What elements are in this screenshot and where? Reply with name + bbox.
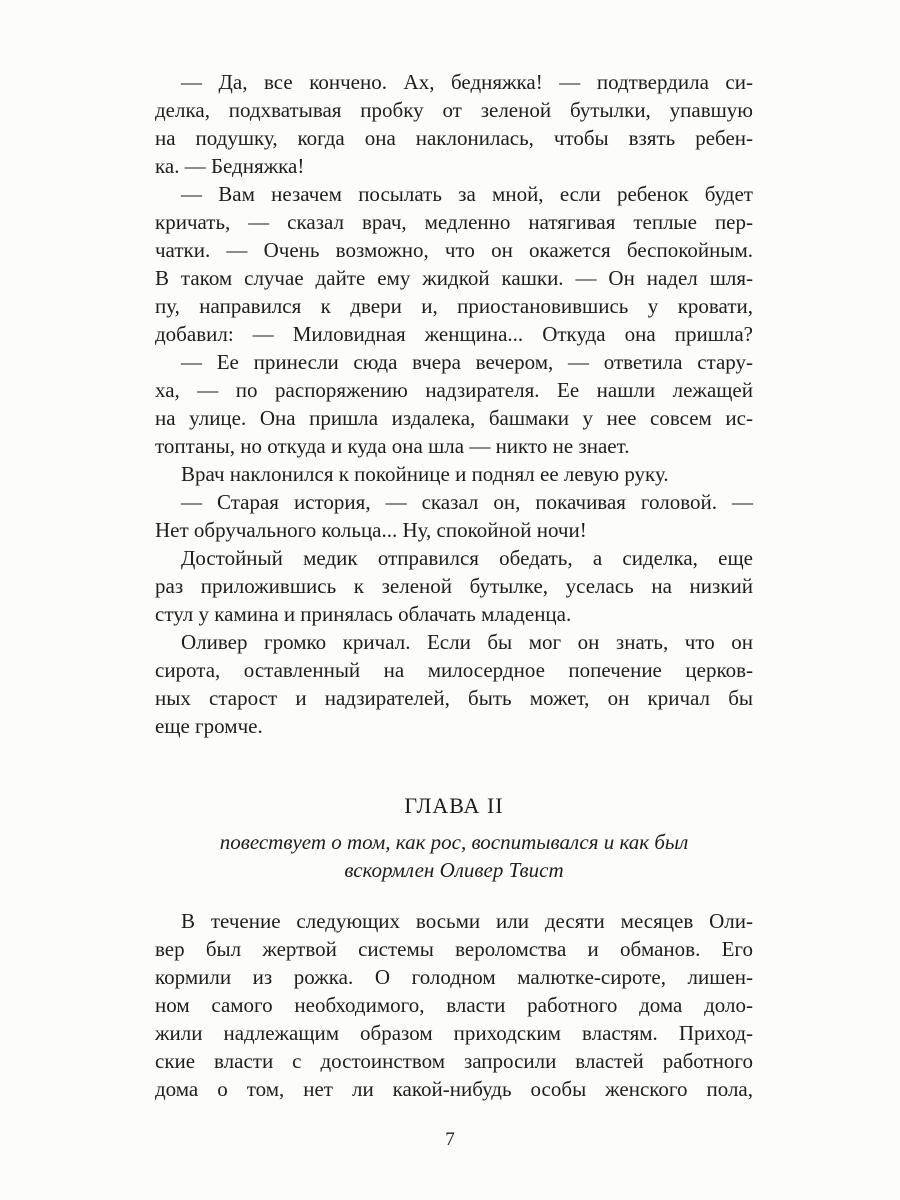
text-line: чатки. — Очень возможно, что он окажется беспокойным. <box>155 238 753 262</box>
text-line: добавил: — Миловидная женщина... Откуда она пришла? <box>155 322 753 346</box>
text-line: топтаны, но откуда и куда она шла — никто не знает. <box>155 434 630 458</box>
text-line: ка. — Бедняжка! <box>155 154 305 178</box>
text-line: Достойный медик отправился обедать, а сиделка, еще <box>181 546 753 570</box>
text-line: на подушку, когда она наклонилась, чтобы взять ребен- <box>155 126 753 150</box>
chapter-heading-block <box>155 792 753 884</box>
text-line: делка, подхватывая пробку от зеленой бутылки, упавшую <box>155 98 753 122</box>
text-line: — Ее принесли сюда вчера вечером, — ответила стару- <box>181 350 753 374</box>
text-line: ных старост и надзирателей, быть может, он кричал бы <box>155 686 753 710</box>
paragraph <box>155 180 753 348</box>
text-line: кормили из рожка. О голодном малютке-сироте, лишен- <box>155 965 753 989</box>
text-line: Врач наклонился к покойнице и поднял ее левую руку. <box>181 462 669 486</box>
page-number: 7 <box>445 1129 455 1150</box>
paragraph <box>155 544 753 628</box>
paragraph <box>155 348 753 460</box>
paragraph <box>155 68 753 180</box>
paragraph <box>155 460 753 488</box>
chapter-subtitle <box>155 828 753 884</box>
text-line: ном самого необходимого, власти работного дома доло- <box>155 993 753 1017</box>
chapter-subtitle-line: повествует о том, как рос, воспитывался и как был <box>219 830 689 854</box>
text-line: — Да, все кончено. Ах, бедняжка! — подтвердила си- <box>181 70 753 94</box>
text-line: на улице. Она пришла издалека, башмаки у нее совсем ис- <box>155 406 753 430</box>
paragraph <box>155 488 753 544</box>
text-line: дома о том, нет ли какой-нибудь особы женского пола, <box>155 1077 753 1101</box>
chapter-subtitle-line: вскормлен Оливер Твист <box>344 858 564 882</box>
page-text-block <box>155 68 753 1103</box>
text-line: ские власти с достоинством запросили властей работного <box>155 1049 753 1073</box>
paragraph <box>155 628 753 740</box>
text-line: — Вам незачем посылать за мной, если ребенок будет <box>181 182 753 206</box>
paragraph <box>155 907 753 1103</box>
text-line: пу, направился к двери и, приостановившись у кровати, <box>155 294 753 318</box>
text-line: вер был жертвой системы вероломства и обманов. Его <box>155 937 753 961</box>
text-line: сирота, оставленный на милосердное попечение церков- <box>155 658 753 682</box>
text-line: Нет обручального кольца... Ну, спокойной ночи! <box>155 518 587 542</box>
text-line: В течение следующих восьми или десяти месяцев Оли- <box>181 909 753 933</box>
text-line: стул у камина и принялась облачать младенца. <box>155 602 572 626</box>
text-line: жили надлежащим образом приходским властям. Приход- <box>155 1021 753 1045</box>
text-line: кричать, — сказал врач, медленно натягивая теплые пер- <box>155 210 753 234</box>
text-line: — Старая история, — сказал он, покачивая головой. — <box>181 490 753 514</box>
chapter-title: ГЛАВА II <box>404 793 504 818</box>
text-line: раз приложившись к зеленой бутылке, уселась на низкий <box>155 574 753 598</box>
text-line: еще громче. <box>155 714 263 738</box>
text-line: В таком случае дайте ему жидкой кашки. — Он надел шля- <box>155 266 753 290</box>
text-line: Оливер громко кричал. Если бы мог он знать, что он <box>181 630 753 654</box>
text-line: ха, — по распоряжению надзирателя. Ее нашли лежащей <box>155 378 753 402</box>
